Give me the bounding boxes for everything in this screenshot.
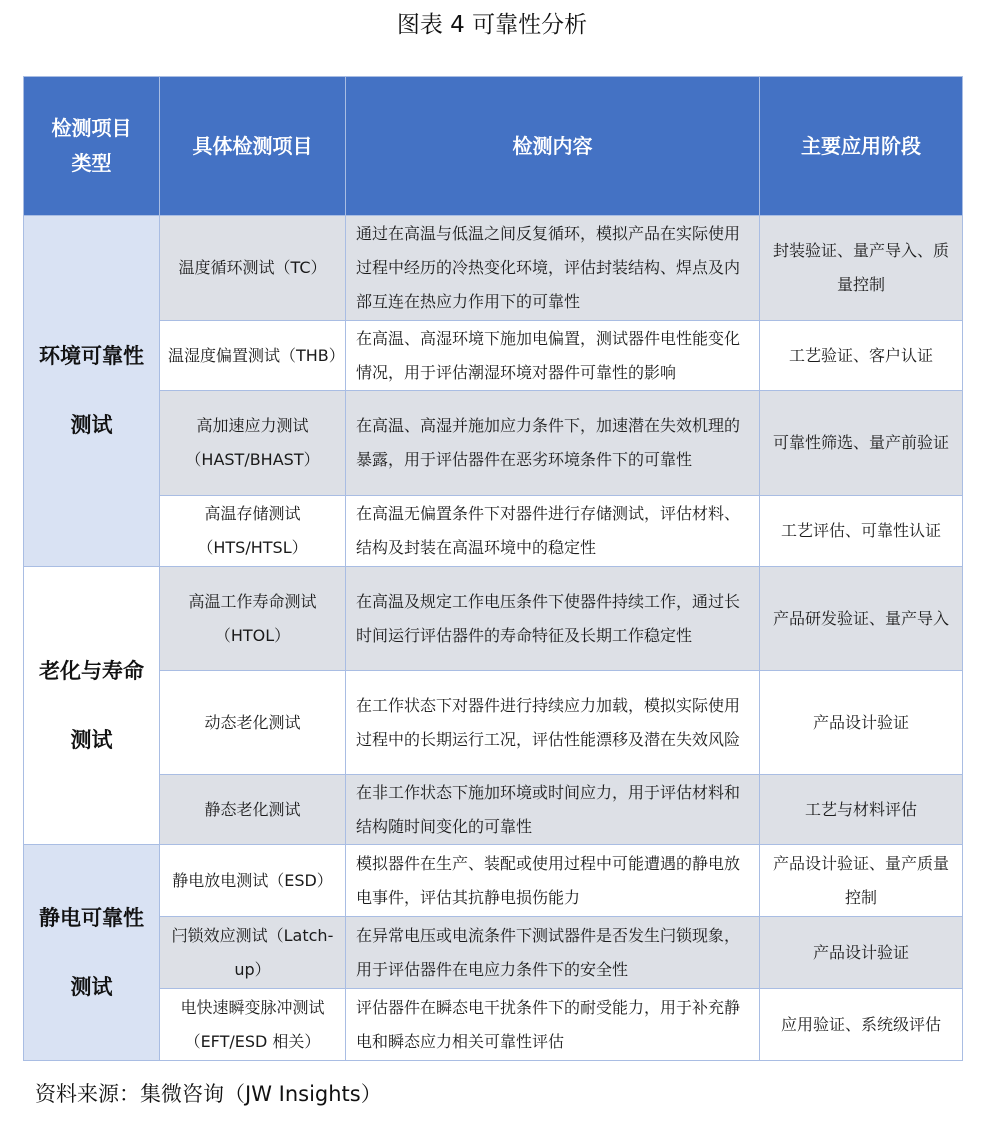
table-row: [24, 496, 963, 567]
item-content: 在高温、高湿并施加应力条件下，加速潜在失效机理的暴露，用于评估器件在恶劣环境条件下的可靠性: [346, 391, 760, 496]
table-row: [24, 567, 963, 671]
header-item: 具体检测项目: [160, 77, 346, 216]
item-stage: 应用验证、系统级评估: [760, 989, 963, 1061]
category-aging: 老化与寿命测试: [24, 567, 160, 845]
item-stage: 产品研发验证、量产导入: [760, 567, 963, 671]
reliability-table: [23, 76, 963, 1061]
item-name: 动态老化测试: [160, 671, 346, 775]
item-name: 闩锁效应测试（Latch-up）: [160, 917, 346, 989]
table-row: [24, 775, 963, 845]
item-content: 在工作状态下对器件进行持续应力加载，模拟实际使用过程中的长期运行工况，评估性能漂移及潜在失效风险: [346, 671, 760, 775]
item-content: 在高温、高湿环境下施加电偏置，测试器件电性能变化情况，用于评估潮湿环境对器件可靠性的影响: [346, 321, 760, 391]
item-content: 模拟器件在生产、装配或使用过程中可能遭遇的静电放电事件，评估其抗静电损伤能力: [346, 845, 760, 917]
item-stage: 产品设计验证: [760, 671, 963, 775]
source-note: 资料来源：集微咨询（JW Insights）: [35, 1082, 382, 1106]
header-category: 检测项目类型: [24, 77, 160, 216]
item-stage: 可靠性筛选、量产前验证: [760, 391, 963, 496]
table-row: [24, 216, 963, 321]
category-esd: 静电可靠性测试: [24, 845, 160, 1061]
item-name: 温度循环测试（TC）: [160, 216, 346, 321]
table-row: [24, 989, 963, 1061]
item-stage: 工艺与材料评估: [760, 775, 963, 845]
item-content: 评估器件在瞬态电干扰条件下的耐受能力，用于补充静电和瞬态应力相关可靠性评估: [346, 989, 760, 1061]
item-name: 高温工作寿命测试（HTOL）: [160, 567, 346, 671]
item-name: 温湿度偏置测试（THB）: [160, 321, 346, 391]
item-content: 在非工作状态下施加环境或时间应力，用于评估材料和结构随时间变化的可靠性: [346, 775, 760, 845]
table-row: [24, 917, 963, 989]
item-content: 在高温无偏置条件下对器件进行存储测试，评估材料、结构及封装在高温环境中的稳定性: [346, 496, 760, 567]
item-name: 静电放电测试（ESD）: [160, 845, 346, 917]
figure-title: 图表 4 可靠性分析: [396, 12, 588, 38]
item-stage: 产品设计验证: [760, 917, 963, 989]
item-stage: 产品设计验证、量产质量控制: [760, 845, 963, 917]
item-content: 在异常电压或电流条件下测试器件是否发生闩锁现象，用于评估器件在电应力条件下的安全性: [346, 917, 760, 989]
table-row: [24, 321, 963, 391]
item-stage: 工艺验证、客户认证: [760, 321, 963, 391]
header-content: 检测内容: [346, 77, 760, 216]
category-environment: 环境可靠性测试: [24, 216, 160, 567]
header-stage: 主要应用阶段: [760, 77, 963, 216]
table-row: [24, 671, 963, 775]
item-content: 在高温及规定工作电压条件下使器件持续工作，通过长时间运行评估器件的寿命特征及长期工作稳定性: [346, 567, 760, 671]
item-stage: 封装验证、量产导入、质量控制: [760, 216, 963, 321]
item-stage: 工艺评估、可靠性认证: [760, 496, 963, 567]
header-row: [24, 77, 963, 216]
table-row: [24, 845, 963, 917]
item-name: 高温存储测试（HTS/HTSL）: [160, 496, 346, 567]
item-content: 通过在高温与低温之间反复循环，模拟产品在实际使用过程中经历的冷热变化环境，评估封装结构、焊点及内部互连在热应力作用下的可靠性: [346, 216, 760, 321]
item-name: 电快速瞬变脉冲测试（EFT/ESD 相关）: [160, 989, 346, 1061]
table-row: [24, 391, 963, 496]
item-name: 高加速应力测试（HAST/BHAST）: [160, 391, 346, 496]
item-name: 静态老化测试: [160, 775, 346, 845]
